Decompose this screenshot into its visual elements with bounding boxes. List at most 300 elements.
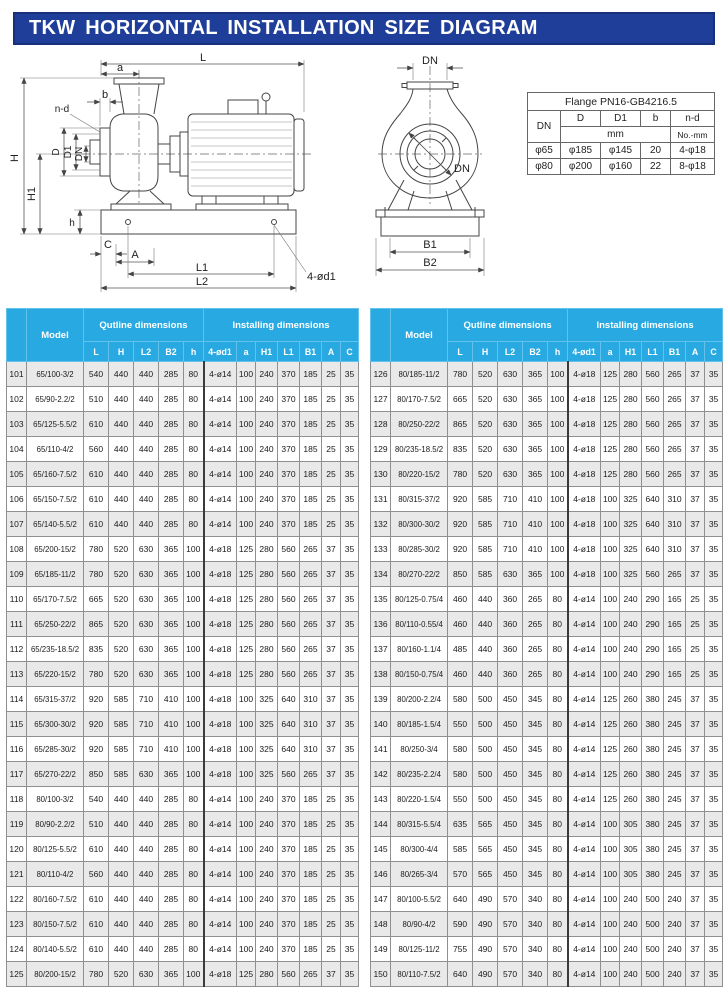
dim-cell: 35 <box>341 887 359 912</box>
dim-cell: 165 <box>664 637 686 662</box>
dim-cell: 80 <box>548 937 568 962</box>
flange-cell: φ80 <box>528 159 561 175</box>
dim-cell: 80 <box>184 462 204 487</box>
dim-cell: 4-ø18 <box>568 387 601 412</box>
dim-cell: 245 <box>664 687 686 712</box>
dim-cell: 125 <box>601 787 620 812</box>
dim-cell: 80 <box>548 612 568 637</box>
dim-cell: 100 <box>601 962 620 987</box>
dim-cell: 290 <box>642 587 664 612</box>
row-number: 112 <box>7 637 27 662</box>
dim-cell: 4-ø18 <box>204 587 237 612</box>
dim-cell: 450 <box>498 787 523 812</box>
dim-cell: 240 <box>256 862 278 887</box>
dim-cell: 80 <box>184 862 204 887</box>
dim-cell: 35 <box>341 762 359 787</box>
dim-cell: 4-ø18 <box>568 487 601 512</box>
dim-cell: 370 <box>278 837 300 862</box>
dim-cell: 360 <box>498 637 523 662</box>
table-row <box>7 712 359 737</box>
dim-cell: 4-ø14 <box>568 712 601 737</box>
dim-cell: 920 <box>84 687 109 712</box>
row-number: 115 <box>7 712 27 737</box>
dim-cell: 440 <box>134 387 159 412</box>
dim-cell: 500 <box>473 712 498 737</box>
dim-cell: 265 <box>300 962 322 987</box>
dim-cell: 37 <box>322 737 341 762</box>
dim-label-a: a <box>116 62 124 74</box>
dim-cell: 410 <box>523 487 548 512</box>
flange-spec-table <box>527 92 715 175</box>
dim-cell: 100 <box>548 412 568 437</box>
row-number: 124 <box>7 937 27 962</box>
dim-cell: 35 <box>341 687 359 712</box>
dim-cell: 585 <box>473 487 498 512</box>
dim-cell: 100 <box>184 687 204 712</box>
dim-cell: 460 <box>448 587 473 612</box>
dim-cell: 345 <box>523 837 548 862</box>
dim-cell: 25 <box>322 862 341 887</box>
row-number: 134 <box>371 562 391 587</box>
dim-cell: 35 <box>705 812 723 837</box>
dim-cell: 4-ø14 <box>204 812 237 837</box>
dim-cell: 240 <box>620 662 642 687</box>
table-row <box>7 487 359 512</box>
dim-cell: 37 <box>686 787 705 812</box>
model-cell: 65/270-22/2 <box>27 762 84 787</box>
model-cell: 65/150-7.5/2 <box>27 487 84 512</box>
dim-cell: 265 <box>664 387 686 412</box>
dim-label-DN-diag: DN <box>454 163 470 175</box>
model-cell: 80/125-0.75/4 <box>391 587 448 612</box>
dim-cell: 185 <box>300 787 322 812</box>
row-number: 128 <box>371 412 391 437</box>
dim-cell: 520 <box>109 662 134 687</box>
column-header: B2 <box>523 342 548 362</box>
dim-cell: 440 <box>134 812 159 837</box>
dim-cell: 560 <box>642 362 664 387</box>
dim-cell: 4-ø18 <box>568 412 601 437</box>
flange-col-d: D <box>561 111 601 127</box>
dim-cell: 4-ø18 <box>568 562 601 587</box>
dim-cell: 240 <box>620 912 642 937</box>
dim-cell: 165 <box>664 612 686 637</box>
table-row <box>371 362 723 387</box>
dim-cell: 80 <box>184 512 204 537</box>
dim-cell: 560 <box>278 537 300 562</box>
dim-cell: 80 <box>548 762 568 787</box>
dim-cell: 35 <box>341 487 359 512</box>
dim-cell: 100 <box>601 862 620 887</box>
dim-cell: 240 <box>620 962 642 987</box>
dim-cell: 37 <box>322 762 341 787</box>
dim-label-n-d: n-d <box>54 104 70 115</box>
dim-cell: 25 <box>322 387 341 412</box>
dim-cell: 380 <box>642 862 664 887</box>
model-cell: 80/150-7.5/2 <box>27 912 84 937</box>
table-row <box>371 637 723 662</box>
flange-cell: 20 <box>641 143 671 159</box>
dim-cell: 565 <box>473 812 498 837</box>
model-cell: 80/150-0.75/4 <box>391 662 448 687</box>
dim-cell: 920 <box>448 512 473 537</box>
dim-cell: 80 <box>184 437 204 462</box>
dim-cell: 100 <box>237 437 256 462</box>
row-number: 143 <box>371 787 391 812</box>
dim-cell: 4-ø14 <box>204 862 237 887</box>
dim-cell: 630 <box>134 762 159 787</box>
dim-cell: 865 <box>84 612 109 637</box>
dim-cell: 125 <box>237 537 256 562</box>
dim-cell: 37 <box>322 712 341 737</box>
dim-cell: 100 <box>601 812 620 837</box>
table-row <box>7 537 359 562</box>
dim-cell: 370 <box>278 387 300 412</box>
model-cell: 80/300-4/4 <box>391 837 448 862</box>
table-row <box>7 462 359 487</box>
dim-cell: 560 <box>278 637 300 662</box>
dim-cell: 37 <box>322 687 341 712</box>
row-number: 130 <box>371 462 391 487</box>
dim-cell: 260 <box>620 737 642 762</box>
dim-cell: 4-ø14 <box>568 912 601 937</box>
row-number: 129 <box>371 437 391 462</box>
dim-cell: 240 <box>256 787 278 812</box>
dim-cell: 4-ø14 <box>204 837 237 862</box>
dim-cell: 710 <box>134 687 159 712</box>
column-header: C <box>705 342 723 362</box>
outline-group-header: Qutline dimensions <box>448 309 568 342</box>
dim-cell: 520 <box>473 387 498 412</box>
dim-cell: 4-ø14 <box>568 837 601 862</box>
column-header: B2 <box>159 342 184 362</box>
dim-cell: 635 <box>448 812 473 837</box>
dim-cell: 370 <box>278 487 300 512</box>
dim-cell: 25 <box>322 512 341 537</box>
row-number: 148 <box>371 912 391 937</box>
table-row <box>7 887 359 912</box>
dim-cell: 35 <box>341 387 359 412</box>
table-row <box>7 512 359 537</box>
dim-cell: 80 <box>548 962 568 987</box>
dim-cell: 35 <box>705 762 723 787</box>
dim-cell: 240 <box>620 637 642 662</box>
dim-cell: 610 <box>84 462 109 487</box>
dim-cell: 100 <box>237 762 256 787</box>
dim-cell: 345 <box>523 687 548 712</box>
table-row <box>7 412 359 437</box>
model-cell: 65/125-5.5/2 <box>27 412 84 437</box>
dim-cell: 520 <box>109 537 134 562</box>
dim-cell: 585 <box>473 537 498 562</box>
dim-cell: 4-ø14 <box>204 462 237 487</box>
table-row <box>7 737 359 762</box>
dim-cell: 35 <box>341 437 359 462</box>
table-row <box>371 937 723 962</box>
dim-cell: 240 <box>256 462 278 487</box>
dim-cell: 37 <box>686 862 705 887</box>
table-row <box>371 587 723 612</box>
dim-cell: 500 <box>642 962 664 987</box>
dim-cell: 510 <box>84 387 109 412</box>
dim-cell: 565 <box>473 862 498 887</box>
row-number: 120 <box>7 837 27 862</box>
dim-cell: 35 <box>341 562 359 587</box>
dim-cell: 100 <box>601 612 620 637</box>
row-number: 141 <box>371 737 391 762</box>
column-header: L1 <box>278 342 300 362</box>
dim-cell: 340 <box>523 962 548 987</box>
row-number: 135 <box>371 587 391 612</box>
dim-cell: 440 <box>134 862 159 887</box>
dim-cell: 4-ø18 <box>204 662 237 687</box>
dim-cell: 80 <box>548 837 568 862</box>
dim-cell: 125 <box>601 362 620 387</box>
dim-cell: 265 <box>300 537 322 562</box>
dim-cell: 4-ø14 <box>568 737 601 762</box>
dim-cell: 380 <box>642 712 664 737</box>
row-number: 108 <box>7 537 27 562</box>
table-row <box>371 862 723 887</box>
dim-cell: 450 <box>498 762 523 787</box>
front-view-diagram <box>350 48 530 306</box>
row-number: 122 <box>7 887 27 912</box>
dim-cell: 285 <box>159 487 184 512</box>
dim-cell: 245 <box>664 787 686 812</box>
dim-cell: 35 <box>341 837 359 862</box>
dim-cell: 4-ø14 <box>204 512 237 537</box>
dim-cell: 80 <box>548 737 568 762</box>
model-cell: 80/140-5.5/2 <box>27 937 84 962</box>
row-number: 131 <box>371 487 391 512</box>
row-number: 145 <box>371 837 391 862</box>
flange-cell: φ65 <box>528 143 561 159</box>
dim-cell: 440 <box>134 487 159 512</box>
row-number: 139 <box>371 687 391 712</box>
dim-cell: 240 <box>256 937 278 962</box>
row-number: 109 <box>7 562 27 587</box>
dim-cell: 610 <box>84 512 109 537</box>
table-row <box>7 662 359 687</box>
dim-cell: 265 <box>300 612 322 637</box>
model-cell: 80/90-4/2 <box>391 912 448 937</box>
dim-cell: 560 <box>642 412 664 437</box>
dim-cell: 265 <box>523 612 548 637</box>
dim-cell: 540 <box>84 362 109 387</box>
dim-cell: 37 <box>322 562 341 587</box>
table-row <box>528 159 715 175</box>
dim-cell: 290 <box>642 662 664 687</box>
dim-cell: 585 <box>109 737 134 762</box>
dim-cell: 25 <box>686 587 705 612</box>
dim-cell: 640 <box>642 537 664 562</box>
dim-label-DN: DN <box>74 146 85 162</box>
model-cell: 80/160-7.5/2 <box>27 887 84 912</box>
dim-cell: 35 <box>705 587 723 612</box>
dim-cell: 100 <box>548 512 568 537</box>
row-number: 111 <box>7 612 27 637</box>
table-row <box>371 387 723 412</box>
column-header: L <box>84 342 109 362</box>
row-number: 105 <box>7 462 27 487</box>
table-row <box>371 562 723 587</box>
dim-cell: 4-ø14 <box>568 687 601 712</box>
dim-cell: 100 <box>601 912 620 937</box>
dim-cell: 630 <box>498 462 523 487</box>
dim-cell: 100 <box>237 462 256 487</box>
table-row <box>7 437 359 462</box>
corner-header <box>7 309 27 362</box>
column-header: h <box>548 342 568 362</box>
model-cell: 80/250-22/2 <box>391 412 448 437</box>
dim-label-A: A <box>131 249 139 261</box>
dim-cell: 35 <box>705 937 723 962</box>
dim-cell: 100 <box>237 512 256 537</box>
dim-cell: 920 <box>448 537 473 562</box>
model-cell: 65/300-30/2 <box>27 712 84 737</box>
row-number: 150 <box>371 962 391 987</box>
dim-cell: 380 <box>642 787 664 812</box>
flange-cell: 8-φ18 <box>671 159 715 175</box>
dim-cell: 80 <box>184 887 204 912</box>
dim-cell: 240 <box>256 487 278 512</box>
dim-cell: 280 <box>256 662 278 687</box>
dim-cell: 100 <box>548 487 568 512</box>
column-header: H1 <box>620 342 642 362</box>
table-row <box>7 687 359 712</box>
dim-cell: 640 <box>278 712 300 737</box>
dim-cell: 500 <box>642 937 664 962</box>
dim-cell: 100 <box>548 537 568 562</box>
dim-cell: 630 <box>134 587 159 612</box>
dim-cell: 35 <box>341 712 359 737</box>
model-cell: 80/200-15/2 <box>27 962 84 987</box>
dim-cell: 440 <box>134 412 159 437</box>
dim-cell: 240 <box>256 412 278 437</box>
table-row <box>371 462 723 487</box>
dim-cell: 440 <box>134 837 159 862</box>
model-cell: 80/300-30/2 <box>391 512 448 537</box>
row-number: 140 <box>371 712 391 737</box>
dim-cell: 100 <box>237 912 256 937</box>
dim-cell: 35 <box>705 412 723 437</box>
dim-cell: 37 <box>686 912 705 937</box>
dim-cell: 560 <box>278 662 300 687</box>
dim-cell: 125 <box>601 737 620 762</box>
dim-cell: 325 <box>620 487 642 512</box>
dim-cell: 500 <box>473 787 498 812</box>
dim-cell: 560 <box>84 437 109 462</box>
dim-cell: 240 <box>256 387 278 412</box>
dim-cell: 500 <box>642 887 664 912</box>
column-header: h <box>184 342 204 362</box>
dim-cell: 780 <box>84 662 109 687</box>
model-header: Model <box>27 309 84 362</box>
dim-cell: 560 <box>278 612 300 637</box>
dim-cell: 35 <box>341 362 359 387</box>
dim-cell: 80 <box>548 887 568 912</box>
row-number: 107 <box>7 512 27 537</box>
table-row <box>7 912 359 937</box>
dim-cell: 240 <box>664 962 686 987</box>
dim-cell: 440 <box>109 837 134 862</box>
dim-cell: 37 <box>686 812 705 837</box>
model-cell: 65/185-11/2 <box>27 562 84 587</box>
dim-cell: 285 <box>159 887 184 912</box>
dim-cell: 35 <box>341 537 359 562</box>
dim-cell: 780 <box>84 537 109 562</box>
model-cell: 80/315-37/2 <box>391 487 448 512</box>
model-cell: 65/200-15/2 <box>27 537 84 562</box>
dim-cell: 35 <box>341 662 359 687</box>
dim-cell: 410 <box>523 537 548 562</box>
dim-cell: 125 <box>237 662 256 687</box>
dim-cell: 100 <box>237 812 256 837</box>
dim-cell: 280 <box>620 362 642 387</box>
table-row <box>371 487 723 512</box>
dim-cell: 245 <box>664 737 686 762</box>
dim-label-C: C <box>104 239 112 251</box>
dim-cell: 280 <box>256 537 278 562</box>
dim-cell: 35 <box>341 637 359 662</box>
row-number: 138 <box>371 662 391 687</box>
flange-cell: φ185 <box>561 143 601 159</box>
dim-cell: 35 <box>705 687 723 712</box>
dim-cell: 100 <box>601 662 620 687</box>
installing-group-header: Installing dimensions <box>568 309 723 342</box>
dim-cell: 365 <box>159 637 184 662</box>
dim-cell: 370 <box>278 787 300 812</box>
dim-cell: 100 <box>237 837 256 862</box>
dim-cell: 4-ø18 <box>204 687 237 712</box>
row-number: 133 <box>371 537 391 562</box>
dim-cell: 835 <box>84 637 109 662</box>
dim-cell: 240 <box>256 837 278 862</box>
model-header: Model <box>391 309 448 362</box>
table-row <box>371 887 723 912</box>
column-header: 4-ød1 <box>204 342 237 362</box>
dim-cell: 440 <box>134 362 159 387</box>
dim-cell: 125 <box>237 562 256 587</box>
dim-label-L: L <box>199 52 207 64</box>
table-row <box>371 762 723 787</box>
dim-cell: 265 <box>664 462 686 487</box>
dim-cell: 80 <box>548 712 568 737</box>
model-cell: 80/200-2.2/4 <box>391 687 448 712</box>
dim-cell: 285 <box>159 512 184 537</box>
dim-cell: 290 <box>642 637 664 662</box>
dimension-tables <box>6 308 723 987</box>
dim-cell: 285 <box>159 837 184 862</box>
dim-cell: 520 <box>109 637 134 662</box>
dim-cell: 37 <box>686 962 705 987</box>
dim-cell: 410 <box>523 512 548 537</box>
dim-cell: 4-ø14 <box>568 762 601 787</box>
dim-cell: 370 <box>278 812 300 837</box>
dim-cell: 560 <box>278 762 300 787</box>
model-cell: 80/270-22/2 <box>391 562 448 587</box>
dim-cell: 570 <box>498 962 523 987</box>
page-title: TKW HORIZONTAL INSTALLATION SIZE DIAGRAM <box>29 17 538 39</box>
dim-cell: 370 <box>278 887 300 912</box>
model-cell: 80/220-1.5/4 <box>391 787 448 812</box>
dim-cell: 4-ø14 <box>568 862 601 887</box>
dim-cell: 80 <box>548 662 568 687</box>
dim-cell: 550 <box>448 712 473 737</box>
dim-cell: 37 <box>686 462 705 487</box>
dim-cell: 370 <box>278 512 300 537</box>
model-cell: 80/100-5.5/2 <box>391 887 448 912</box>
